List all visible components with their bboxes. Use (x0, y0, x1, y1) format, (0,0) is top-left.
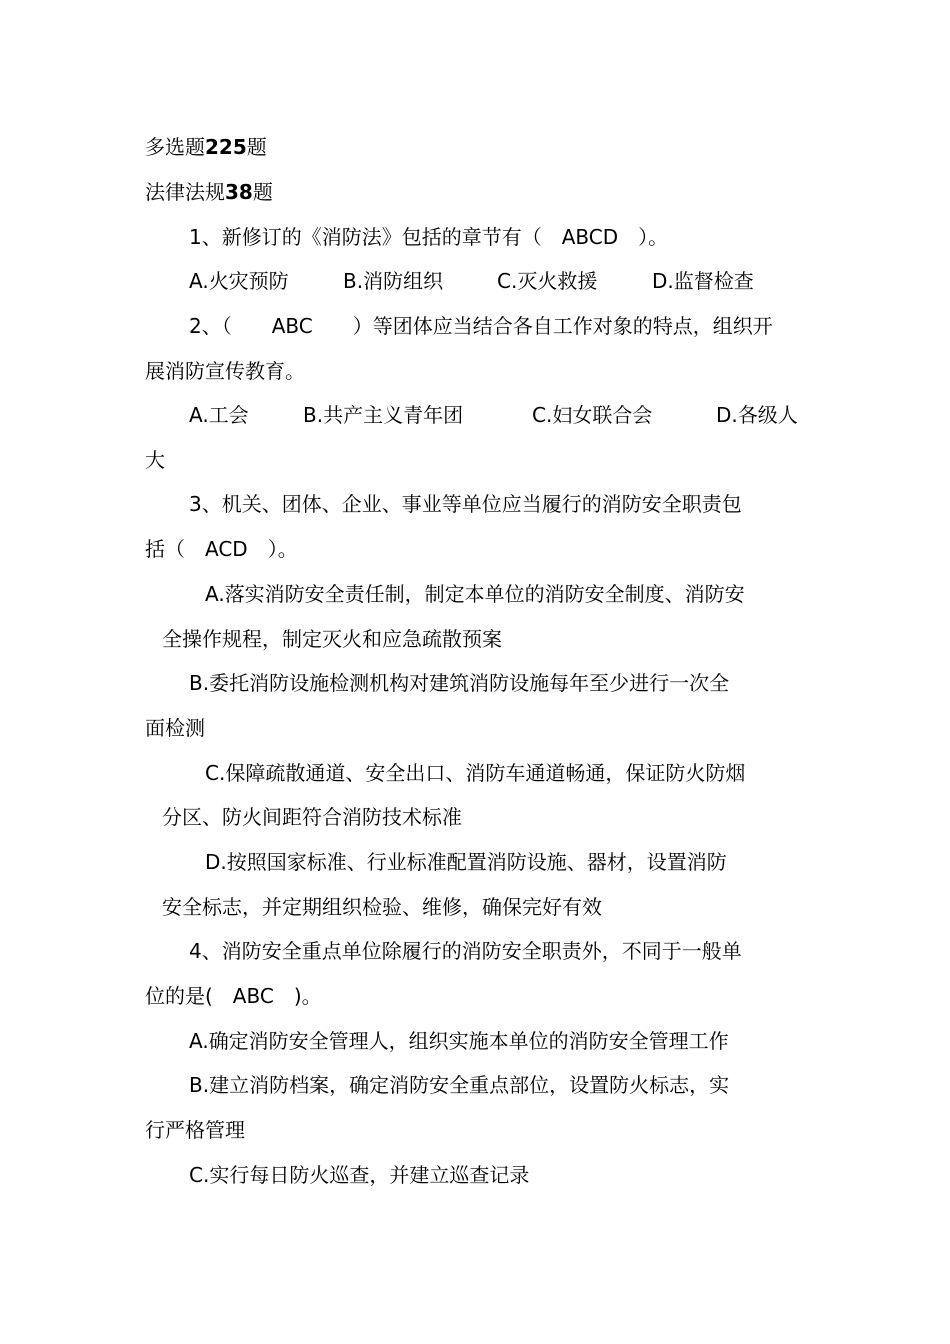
question-4-text-line2: 位的是( ABC )。 (145, 984, 322, 1008)
question-2-option-b: B.共产主义青年团 (303, 403, 464, 427)
question-1-option-d: D.监督检查 (652, 269, 754, 293)
question-2-option-c: C.妇女联合会 (532, 403, 653, 427)
question-3-option-d-line2: 安全标志，并定期组织检验、维修，确保完好有效 (162, 895, 602, 919)
question-3-option-b-line1: B.委托消防设施检测机构对建筑消防设施每年至少进行一次全 (189, 671, 730, 695)
question-2-text-line2: 展消防宣传教育。 (145, 359, 305, 383)
question-1-options (0, 268, 950, 294)
question-1-option-c: C.灭火救援 (497, 269, 598, 293)
subsection-title-suffix: 题 (252, 180, 273, 204)
question-3-text-line2: 括（ ACD ）。 (145, 537, 298, 561)
question-3-option-c-line2: 分区、防火间距符合消防技术标准 (162, 805, 462, 829)
question-2-text-line1: 2、（ ABC ）等团体应当结合各自工作对象的特点，组织开 (189, 314, 773, 338)
question-2-option-d-wrap: 大 (145, 448, 165, 472)
section-title (145, 134, 267, 160)
question-3-option-d-line1: D.按照国家标准、行业标准配置消防设施、器材，设置消防 (205, 850, 727, 874)
question-4-option-b-line2: 行严格管理 (145, 1118, 245, 1142)
subsection-title-count: 38 (225, 180, 253, 204)
question-1-option-a: A.火灾预防 (189, 269, 289, 293)
question-2-option-a: A.工会 (189, 403, 249, 427)
section-title-count: 225 (205, 135, 247, 159)
section-title-suffix: 题 (246, 135, 267, 159)
question-2-options (0, 402, 950, 428)
question-3-option-c-line1: C.保障疏散通道、安全出口、消防车通道畅通，保证防火防烟 (205, 761, 746, 785)
question-4-option-c: C.实行每日防火巡查，并建立巡查记录 (189, 1163, 530, 1187)
question-2-option-d: D.各级人 (716, 403, 798, 427)
question-3-option-b-line2: 面检测 (145, 716, 205, 740)
question-4-option-a: A.确定消防安全管理人，组织实施本单位的消防安全管理工作 (189, 1029, 729, 1053)
question-4-option-b-line1: B.建立消防档案，确定消防安全重点部位，设置防火标志，实 (189, 1073, 730, 1097)
subsection-title-prefix: 法律法规 (145, 180, 225, 204)
question-1-option-b: B.消防组织 (343, 269, 444, 293)
question-4-text-line1: 4、消防安全重点单位除履行的消防安全职责外，不同于一般单 (189, 939, 742, 963)
question-3-option-a-line1: A.落实消防安全责任制，制定本单位的消防安全制度、消防安 (205, 582, 745, 606)
question-1-text: 1、新修订的《消防法》包括的章节有（ ABCD ）。 (189, 225, 669, 249)
subsection-title (145, 179, 273, 205)
question-3-text-line1: 3、机关、团体、企业、事业等单位应当履行的消防安全职责包 (189, 492, 742, 516)
question-3-option-a-line2: 全操作规程，制定灭火和应急疏散预案 (162, 627, 502, 651)
section-title-prefix: 多选题 (145, 135, 205, 159)
